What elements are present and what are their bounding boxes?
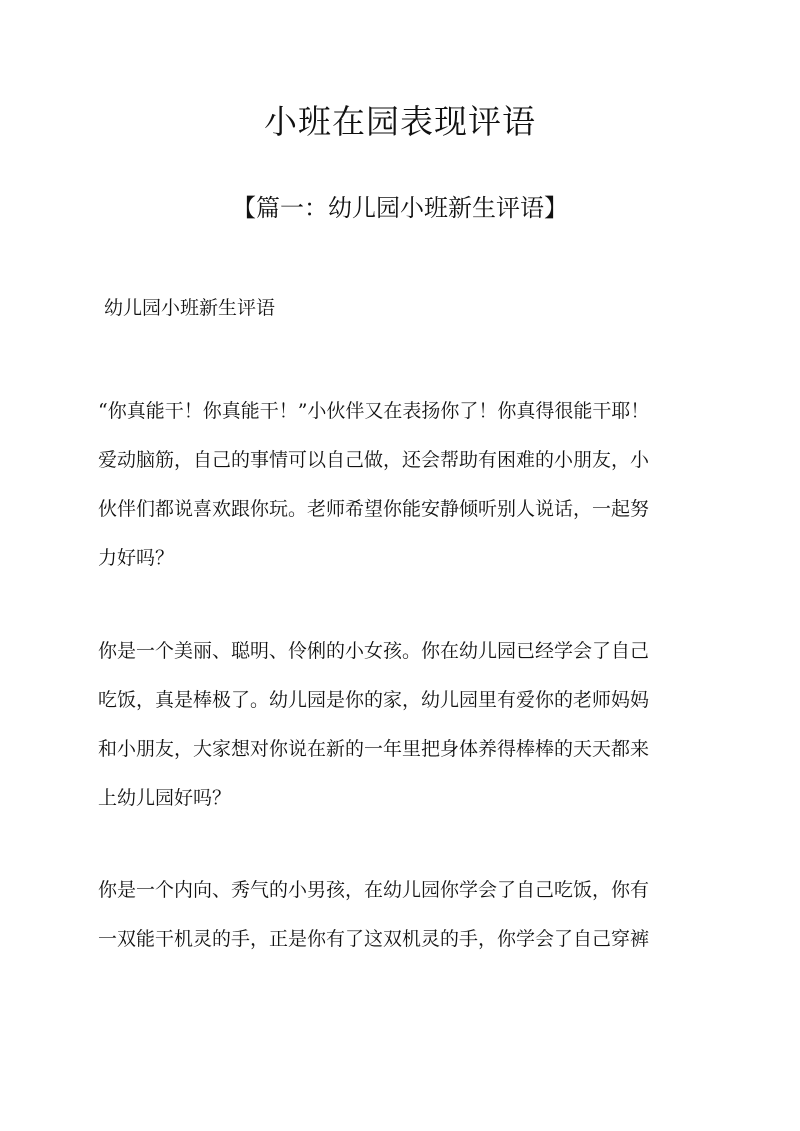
paragraph-line: 力好吗？ — [98, 547, 175, 569]
document-subtitle: 【篇一：幼儿园小班新生评语】 — [232, 194, 568, 222]
paragraph-line: “你真能干！你真能干！”小伙伴又在表扬你了！你真得很能干耶！ — [98, 400, 650, 422]
paragraph-line: 和小朋友，大家想对你说在新的一年里把身体养得棒棒的天天都来 — [98, 738, 650, 760]
paragraph-line: 上幼儿园好吗？ — [98, 787, 232, 809]
paragraph-3 — [98, 875, 698, 973]
paragraph-2 — [98, 636, 698, 832]
paragraph-line: 你是一个内向、秀气的小男孩，在幼儿园你学会了自己吃饭，你有 — [98, 879, 650, 901]
paragraph-line: 爱动脑筋，自己的事情可以自己做，还会帮助有困难的小朋友，小 — [98, 449, 650, 471]
section-heading: 幼儿园小班新生评语 — [104, 297, 276, 319]
paragraph-line: 伙伴们都说喜欢跟你玩。老师希望你能安静倾听别人说话，一起努 — [98, 498, 650, 520]
paragraph-line: 你是一个美丽、聪明、伶俐的小女孩。你在幼儿园已经学会了自己 — [98, 640, 650, 662]
paragraph-line: 一双能干机灵的手，正是你有了这双机灵的手，你学会了自己穿裤 — [98, 928, 650, 950]
paragraph-line: 吃饭，真是棒极了。幼儿园是你的家，幼儿园里有爱你的老师妈妈 — [98, 689, 650, 711]
document-title: 小班在园表现评语 — [264, 102, 536, 141]
paragraph-1 — [98, 396, 698, 592]
